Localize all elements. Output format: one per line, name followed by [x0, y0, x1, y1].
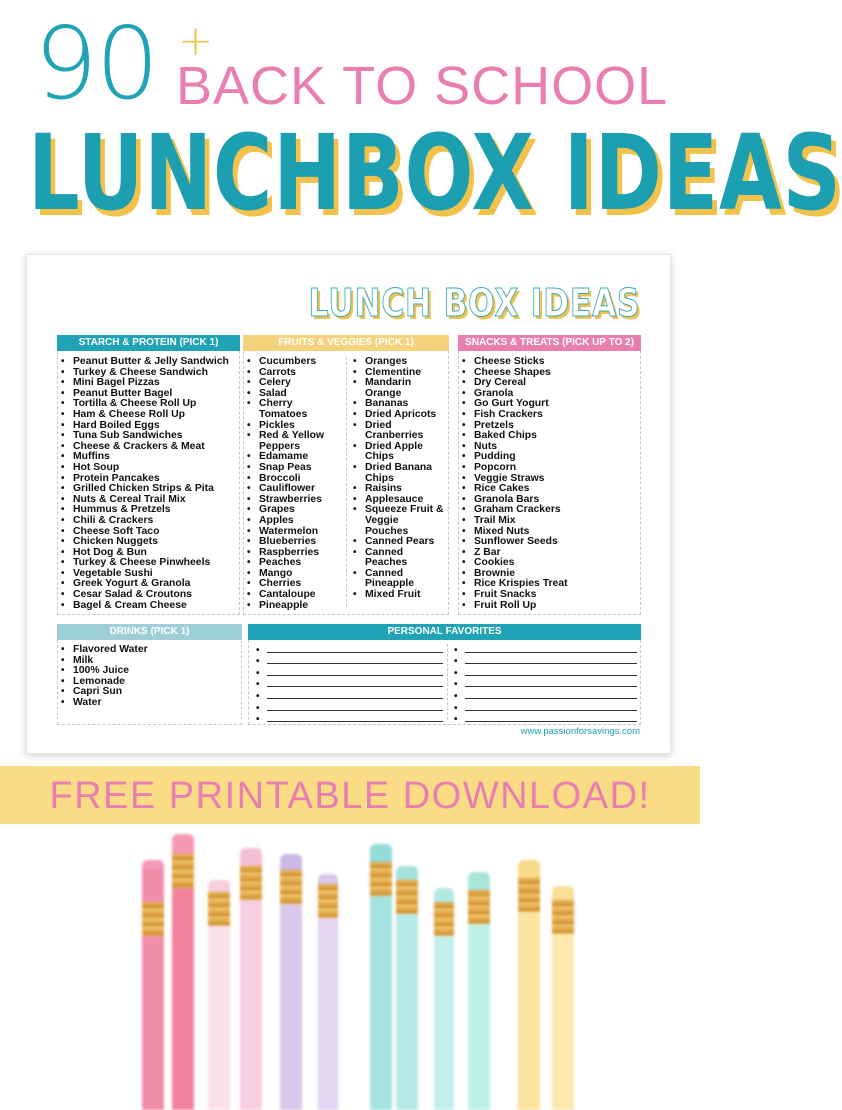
list-item: • Dried Apple: [350, 442, 444, 453]
write-line: [465, 652, 637, 653]
drinks-panel: [57, 640, 242, 725]
list-item: • Rice Krispies Treat: [459, 579, 640, 590]
favorites-lines-left: [253, 644, 443, 725]
list-item: • Mini Bagel Pizzas: [58, 378, 239, 389]
pencil-lilac: [318, 874, 338, 1110]
list-item: • Cantaloupe: [244, 590, 324, 601]
pencil-mint: [370, 844, 392, 1110]
fruits-divider: [346, 357, 347, 607]
list-item: Peaches: [365, 557, 408, 569]
pencil-pink: [142, 860, 164, 1110]
list-item: • Turkey & Cheese Sandwich: [58, 368, 239, 379]
list-item: • Hard Boiled Eggs: [58, 421, 239, 432]
drinks-list: [58, 645, 241, 709]
list-item: • Bagel & Cream Cheese: [58, 601, 239, 612]
list-item: • Cheese Sticks: [459, 357, 640, 368]
favorite-line[interactable]: [451, 679, 637, 691]
list-item: Veggie: [365, 514, 399, 526]
favorites-lines-right: [451, 644, 637, 725]
list-item: • Mixed Nuts: [459, 527, 640, 538]
list-item: • Oranges: [350, 357, 444, 368]
write-line: [465, 721, 637, 722]
bullet-icon: •: [454, 714, 458, 726]
list-item: Pineapple: [365, 578, 415, 590]
list-item: • Peanut Butter Bagel: [58, 389, 239, 400]
list-item: • Chili & Crackers: [58, 516, 239, 527]
bullet-icon: •: [256, 656, 260, 668]
download-banner[interactable]: [0, 766, 700, 824]
list-item: • Vegetable Sushi: [58, 569, 239, 580]
list-item: • Cheese Shapes: [459, 368, 640, 379]
list-item: Cranberries: [365, 430, 424, 442]
pencil-aqua: [396, 866, 418, 1110]
starch-heading: STARCH & PROTEIN (PICK 1): [57, 335, 240, 351]
list-item: • Rice Cakes: [459, 484, 640, 495]
list-item: • Snap Peas: [244, 463, 324, 474]
fruits-list-left: [244, 357, 324, 611]
list-item: • Pineapple: [244, 601, 324, 612]
list-item: • Tortilla & Cheese Roll Up: [58, 399, 239, 410]
list-item: • Nuts & Cereal Trail Mix: [58, 495, 239, 506]
list-item: • Mixed Fruit: [350, 590, 444, 601]
list-item: • Capri Sun: [58, 687, 241, 698]
list-item: • Pudding: [459, 452, 640, 463]
bullet-icon: •: [454, 679, 458, 691]
write-line: [465, 710, 637, 711]
list-item: • Milk: [58, 656, 241, 667]
list-item: • Strawberries: [244, 495, 324, 506]
bullet-icon: •: [454, 644, 458, 656]
favorite-line[interactable]: [451, 690, 637, 702]
list-item: • Granola: [459, 389, 640, 400]
list-item: • Raisins: [350, 484, 444, 495]
list-item: • Cherry: [244, 399, 324, 410]
list-item: • Ham & Cheese Roll Up: [58, 410, 239, 421]
list-item: Chips: [365, 472, 394, 484]
favorite-line[interactable]: [451, 667, 637, 679]
list-item: • Canned Pears: [350, 537, 444, 548]
write-line: [465, 686, 637, 687]
list-item: • Water: [58, 698, 241, 709]
pencil-lavender: [280, 854, 302, 1110]
title-line-2: LUNCHBOX IDEAS: [28, 112, 842, 234]
list-item: • Raspberries: [244, 548, 324, 559]
favorite-line[interactable]: [253, 702, 443, 714]
write-line: [267, 721, 443, 722]
list-item: • Watermelon: [244, 527, 324, 538]
bullet-icon: •: [256, 690, 260, 702]
list-item: • Tuna Sub Sandwiches: [58, 431, 239, 442]
pencil-blush: [240, 848, 262, 1110]
bullet-icon: •: [454, 667, 458, 679]
website-url[interactable]: www.passionforsavings.com: [520, 726, 640, 737]
list-item: • Carrots: [244, 368, 324, 379]
fruits-heading: FRUITS & VEGGIES (PICK 1): [243, 335, 449, 351]
list-item: • Pretzels: [459, 421, 640, 432]
snacks-panel: [458, 351, 641, 615]
starch-list: [58, 357, 239, 611]
write-line: [267, 663, 443, 664]
favorites-divider: [447, 644, 448, 720]
pencil-pale-aqua: [434, 888, 454, 1110]
favorite-line[interactable]: [253, 667, 443, 679]
write-line: [267, 675, 443, 676]
write-line: [267, 652, 443, 653]
list-item: • Peanut Butter & Jelly Sandwich: [58, 357, 239, 368]
list-item: • Dried Banana: [350, 463, 444, 474]
list-item: • Veggie Straws: [459, 474, 640, 485]
favorite-line[interactable]: [253, 690, 443, 702]
list-item: • Cookies: [459, 558, 640, 569]
fruits-list-right: [350, 357, 444, 601]
list-item: • Nuts: [459, 442, 640, 453]
list-item: • Dried: [350, 421, 444, 432]
list-item: • Hot Soup: [58, 463, 239, 474]
list-item: • Flavored Water: [58, 645, 241, 656]
list-item: • Cauliflower: [244, 484, 324, 495]
list-item: • Canned: [350, 548, 444, 559]
list-item: • Peaches: [244, 558, 324, 569]
list-item: • Graham Crackers: [459, 505, 640, 516]
drinks-heading: DRINKS (PICK 1): [57, 624, 242, 640]
list-item: • Fish Crackers: [459, 410, 640, 421]
favorites-panel: [248, 640, 641, 725]
pencil-light-pink: [208, 880, 230, 1110]
list-item: • Z Bar: [459, 548, 640, 559]
list-item: • Cesar Salad & Croutons: [58, 590, 239, 601]
list-item: • Chicken Nuggets: [58, 537, 239, 548]
write-line: [465, 698, 637, 699]
bullet-icon: •: [256, 644, 260, 656]
list-item: • Apples: [244, 516, 324, 527]
list-item: • Cherries: [244, 579, 324, 590]
write-line: [267, 686, 443, 687]
list-item: • Canned: [350, 569, 444, 580]
list-item: • Dry Cereal: [459, 378, 640, 389]
starch-panel: [57, 351, 240, 615]
list-item: • Blueberries: [244, 537, 324, 548]
list-item: Chips: [365, 451, 394, 463]
pencil-seafoam: [468, 872, 490, 1110]
list-item: • Greek Yogurt & Granola: [58, 579, 239, 590]
list-item: • 100% Juice: [58, 666, 241, 677]
list-item: • Fruit Roll Up: [459, 601, 640, 612]
pencil-cream: [552, 886, 574, 1110]
title-plus: +: [178, 16, 214, 65]
list-item: • Clementine: [350, 368, 444, 379]
list-item: • Hummus & Pretzels: [58, 505, 239, 516]
list-item: • Go Gurt Yogurt: [459, 399, 640, 410]
bullet-icon: •: [454, 656, 458, 668]
list-item: • Granola Bars: [459, 495, 640, 506]
list-item: • Cheese & Crackers & Meat: [58, 442, 239, 453]
list-item: • Lemonade: [58, 677, 241, 688]
bullet-icon: •: [256, 714, 260, 726]
list-item: • Dried Apricots: [350, 410, 444, 421]
list-item: • Hot Dog & Bun: [58, 548, 239, 559]
list-item: • Grapes: [244, 505, 324, 516]
write-line: [465, 675, 637, 676]
list-item: • Salad: [244, 389, 324, 400]
list-item: • Sunflower Seeds: [459, 537, 640, 548]
list-item: • Protein Pancakes: [58, 474, 239, 485]
write-line: [267, 698, 443, 699]
list-item: • Bananas: [350, 399, 444, 410]
list-item: Tomatoes: [259, 408, 308, 420]
fruits-panel: [243, 351, 449, 615]
list-item: • Grilled Chicken Strips & Pita: [58, 484, 239, 495]
favorite-line[interactable]: [451, 644, 637, 656]
bullet-icon: •: [454, 690, 458, 702]
favorite-line[interactable]: [253, 656, 443, 668]
list-item: • Applesauce: [350, 495, 444, 506]
title-line-1: BACK TO SCHOOL: [176, 56, 669, 116]
printable-card: [26, 254, 671, 754]
bullet-icon: •: [256, 702, 260, 714]
snacks-list: [459, 357, 640, 611]
list-item: Orange: [365, 387, 402, 399]
pencil-yellow: [518, 860, 540, 1110]
pencils-photo: [0, 824, 700, 1100]
write-line: [465, 663, 637, 664]
favorite-line[interactable]: [451, 702, 637, 714]
bullet-icon: •: [256, 679, 260, 691]
list-item: • Fruit Snacks: [459, 590, 640, 601]
snacks-heading: SNACKS & TREATS (PICK UP TO 2): [458, 335, 641, 351]
list-item: • Baked Chips: [459, 431, 640, 442]
favorite-line[interactable]: [451, 656, 637, 668]
list-item: • Muffins: [58, 452, 239, 463]
list-item: Peppers: [259, 440, 301, 452]
list-item: • Trail Mix: [459, 516, 640, 527]
list-item: • Popcorn: [459, 463, 640, 474]
list-item: • Mango: [244, 569, 324, 580]
card-title: LUNCH BOX IDEAS: [308, 281, 640, 325]
favorites-heading: PERSONAL FAVORITES: [248, 624, 641, 640]
favorite-line[interactable]: [253, 714, 443, 726]
list-item: Pouches: [365, 525, 409, 537]
list-item: • Turkey & Cheese Pinwheels: [58, 558, 239, 569]
list-item: • Broccoli: [244, 474, 324, 485]
bullet-icon: •: [256, 667, 260, 679]
list-item: • Celery: [244, 378, 324, 389]
favorite-line[interactable]: [253, 644, 443, 656]
write-line: [267, 710, 443, 711]
favorite-line[interactable]: [451, 714, 637, 726]
list-item: • Cheese Soft Taco: [58, 527, 239, 538]
bullet-icon: •: [454, 702, 458, 714]
list-item: • Pickles: [244, 421, 324, 432]
list-item: • Mandarin: [350, 378, 444, 389]
list-item: • Edamame: [244, 452, 324, 463]
list-item: • Squeeze Fruit &: [350, 505, 444, 516]
favorite-line[interactable]: [253, 679, 443, 691]
download-banner-text: FREE PRINTABLE DOWNLOAD!: [49, 775, 651, 817]
list-item: • Cucumbers: [244, 357, 324, 368]
title-number: 90: [34, 5, 158, 122]
list-item: • Brownie: [459, 569, 640, 580]
list-item: • Red & Yellow: [244, 431, 324, 442]
pencil-pink-2: [172, 834, 194, 1110]
